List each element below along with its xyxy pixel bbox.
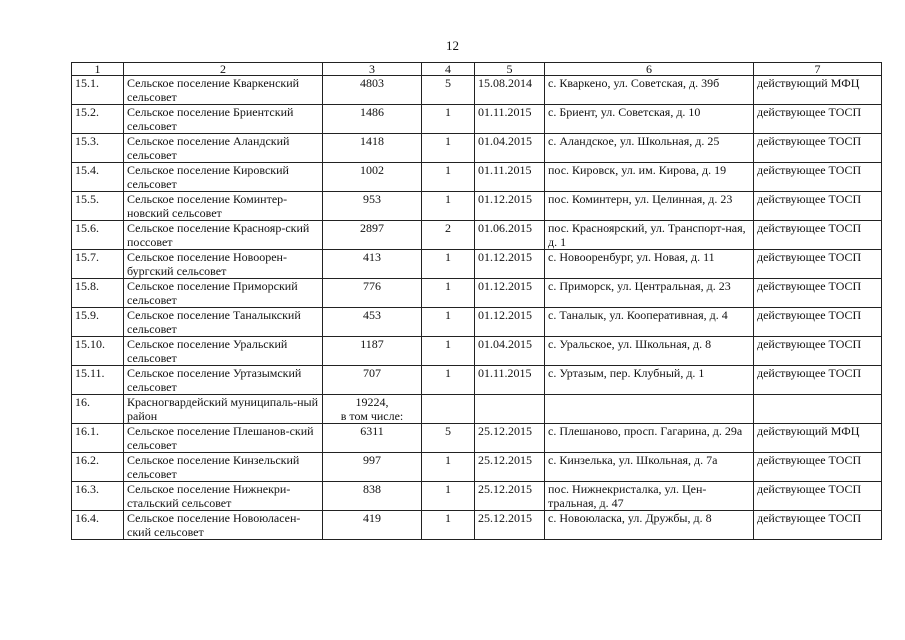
windows-count-cell: 1 — [422, 250, 475, 279]
address-cell: с. Аландское, ул. Школьная, д. 25 — [545, 134, 754, 163]
windows-count-cell: 1 — [422, 482, 475, 511]
table-row — [72, 163, 882, 192]
population-cell: 953 — [323, 192, 422, 221]
windows-count-cell: 1 — [422, 163, 475, 192]
status-cell: действующее ТОСП — [754, 192, 882, 221]
table-row — [72, 366, 882, 395]
row-number-cell: 15.2. — [72, 105, 124, 134]
column-header-7: 7 — [754, 63, 882, 76]
row-number-cell: 16.1. — [72, 424, 124, 453]
row-number-cell: 15.11. — [72, 366, 124, 395]
opening-date-cell: 01.04.2015 — [475, 134, 545, 163]
row-number-cell: 15.3. — [72, 134, 124, 163]
address-cell: с. Бриент, ул. Советская, д. 10 — [545, 105, 754, 134]
status-cell: действующее ТОСП — [754, 221, 882, 250]
table-row — [72, 511, 882, 540]
windows-count-cell: 1 — [422, 105, 475, 134]
column-header-3: 3 — [323, 63, 422, 76]
column-header-2: 2 — [124, 63, 323, 76]
windows-count-cell: 1 — [422, 366, 475, 395]
status-cell: действующее ТОСП — [754, 453, 882, 482]
opening-date-cell: 25.12.2015 — [475, 482, 545, 511]
population-note: в том числе: — [340, 409, 404, 423]
population-cell: 453 — [323, 308, 422, 337]
population-cell: 419 — [323, 511, 422, 540]
row-number-cell: 15.7. — [72, 250, 124, 279]
population-cell: 776 — [323, 279, 422, 308]
table-row — [72, 395, 882, 424]
status-cell: действующий МФЦ — [754, 424, 882, 453]
opening-date-cell: 01.12.2015 — [475, 279, 545, 308]
status-cell: действующее ТОСП — [754, 105, 882, 134]
row-number-cell: 15.5. — [72, 192, 124, 221]
population-cell: 4803 — [323, 76, 422, 105]
registry-table — [71, 62, 882, 540]
address-cell: с. Новоюласка, ул. Дружбы, д. 8 — [545, 511, 754, 540]
row-number-cell: 16.3. — [72, 482, 124, 511]
table-row — [72, 76, 882, 105]
table-row — [72, 337, 882, 366]
table-row — [72, 482, 882, 511]
settlement-name-cell: Сельское поселение Уртазымский сельсовет — [124, 366, 323, 395]
opening-date-cell: 01.11.2015 — [475, 105, 545, 134]
status-cell: действующее ТОСП — [754, 134, 882, 163]
status-cell: действующее ТОСП — [754, 337, 882, 366]
table-row — [72, 453, 882, 482]
column-header-1: 1 — [72, 63, 124, 76]
address-cell: с. Кваркено, ул. Советская, д. 39б — [545, 76, 754, 105]
row-number-cell: 15.8. — [72, 279, 124, 308]
population-cell: 1486 — [323, 105, 422, 134]
row-number-cell: 15.10. — [72, 337, 124, 366]
population-cell: 413 — [323, 250, 422, 279]
address-cell: с. Плешаново, просп. Гагарина, д. 29а — [545, 424, 754, 453]
column-header-4: 4 — [422, 63, 475, 76]
opening-date-cell: 15.08.2014 — [475, 76, 545, 105]
header-row — [72, 63, 882, 76]
windows-count-cell: 1 — [422, 453, 475, 482]
row-number-cell: 15.9. — [72, 308, 124, 337]
population-cell: 1187 — [323, 337, 422, 366]
table-row — [72, 192, 882, 221]
address-cell: с. Уральское, ул. Школьная, д. 8 — [545, 337, 754, 366]
status-cell: действующее ТОСП — [754, 308, 882, 337]
windows-count-cell: 1 — [422, 279, 475, 308]
address-cell: с. Таналык, ул. Кооперативная, д. 4 — [545, 308, 754, 337]
opening-date-cell: 01.04.2015 — [475, 337, 545, 366]
windows-count-cell: 1 — [422, 308, 475, 337]
opening-date-cell — [475, 395, 545, 424]
address-cell: пос. Нижнекристалка, ул. Цен-тральная, д. 47 — [545, 482, 754, 511]
population-value: 19224, — [355, 395, 389, 409]
settlement-name-cell: Сельское поселение Бриентский сельсовет — [124, 105, 323, 134]
settlement-name-cell: Сельское поселение Уральский сельсовет — [124, 337, 323, 366]
column-header-5: 5 — [475, 63, 545, 76]
settlement-name-cell: Сельское поселение Новоорен-бургский сельсовет — [124, 250, 323, 279]
address-cell — [545, 395, 754, 424]
opening-date-cell: 25.12.2015 — [475, 453, 545, 482]
opening-date-cell: 01.11.2015 — [475, 366, 545, 395]
row-number-cell: 15.1. — [72, 76, 124, 105]
status-cell: действующее ТОСП — [754, 250, 882, 279]
settlement-name-cell: Сельское поселение Кировский сельсовет — [124, 163, 323, 192]
row-number-cell: 16. — [72, 395, 124, 424]
table-row — [72, 134, 882, 163]
settlement-name-cell: Сельское поселение Таналыкский сельсовет — [124, 308, 323, 337]
population-cell: 1002 — [323, 163, 422, 192]
address-cell: с. Кинзелька, ул. Школьная, д. 7а — [545, 453, 754, 482]
table-row — [72, 308, 882, 337]
settlement-name-cell: Сельское поселение Приморский сельсовет — [124, 279, 323, 308]
windows-count-cell: 1 — [422, 511, 475, 540]
population-cell: 1418 — [323, 134, 422, 163]
address-cell: с. Уртазым, пер. Клубный, д. 1 — [545, 366, 754, 395]
opening-date-cell: 01.06.2015 — [475, 221, 545, 250]
address-cell: пос. Коминтерн, ул. Целинная, д. 23 — [545, 192, 754, 221]
windows-count-cell: 1 — [422, 134, 475, 163]
windows-count-cell: 1 — [422, 192, 475, 221]
status-cell: действующий МФЦ — [754, 76, 882, 105]
status-cell: действующее ТОСП — [754, 482, 882, 511]
table-row — [72, 279, 882, 308]
opening-date-cell: 01.12.2015 — [475, 250, 545, 279]
page-number: 12 — [446, 38, 459, 53]
settlement-name-cell: Сельское поселение Коминтер-новский сельсовет — [124, 192, 323, 221]
opening-date-cell: 25.12.2015 — [475, 424, 545, 453]
opening-date-cell: 01.11.2015 — [475, 163, 545, 192]
status-cell: действующее ТОСП — [754, 163, 882, 192]
table-row — [72, 105, 882, 134]
population-cell: 2897 — [323, 221, 422, 250]
opening-date-cell: 01.12.2015 — [475, 308, 545, 337]
population-cell — [323, 395, 422, 424]
settlement-name-cell: Красногвардейский муниципаль-ный район — [124, 395, 323, 424]
population-cell: 838 — [323, 482, 422, 511]
windows-count-cell: 2 — [422, 221, 475, 250]
address-cell: с. Новооренбург, ул. Новая, д. 11 — [545, 250, 754, 279]
address-cell: пос. Кировск, ул. им. Кирова, д. 19 — [545, 163, 754, 192]
row-number-cell: 15.6. — [72, 221, 124, 250]
windows-count-cell: 1 — [422, 337, 475, 366]
settlement-name-cell: Сельское поселение Новоюласен-ский сельсовет — [124, 511, 323, 540]
column-header-6: 6 — [545, 63, 754, 76]
address-cell: с. Приморск, ул. Центральная, д. 23 — [545, 279, 754, 308]
status-cell: действующее ТОСП — [754, 366, 882, 395]
settlement-name-cell: Сельское поселение Аландский сельсовет — [124, 134, 323, 163]
population-cell: 6311 — [323, 424, 422, 453]
settlement-name-cell: Сельское поселение Нижнекри-стальский сельсовет — [124, 482, 323, 511]
table-row — [72, 424, 882, 453]
status-cell — [754, 395, 882, 424]
settlement-name-cell: Сельское поселение Кваркенский сельсовет — [124, 76, 323, 105]
windows-count-cell: 5 — [422, 424, 475, 453]
opening-date-cell: 25.12.2015 — [475, 511, 545, 540]
status-cell: действующее ТОСП — [754, 511, 882, 540]
opening-date-cell: 01.12.2015 — [475, 192, 545, 221]
status-cell: действующее ТОСП — [754, 279, 882, 308]
population-cell: 997 — [323, 453, 422, 482]
windows-count-cell — [422, 395, 475, 424]
settlement-name-cell: Сельское поселение Плешанов-ский сельсовет — [124, 424, 323, 453]
windows-count-cell: 5 — [422, 76, 475, 105]
row-number-cell: 16.2. — [72, 453, 124, 482]
row-number-cell: 16.4. — [72, 511, 124, 540]
address-cell: пос. Красноярский, ул. Транспорт-ная, д. 1 — [545, 221, 754, 250]
settlement-name-cell: Сельское поселение Краснояр-ский поссовет — [124, 221, 323, 250]
table-row — [72, 250, 882, 279]
table-row — [72, 221, 882, 250]
settlement-name-cell: Сельское поселение Кинзельский сельсовет — [124, 453, 323, 482]
row-number-cell: 15.4. — [72, 163, 124, 192]
population-cell: 707 — [323, 366, 422, 395]
